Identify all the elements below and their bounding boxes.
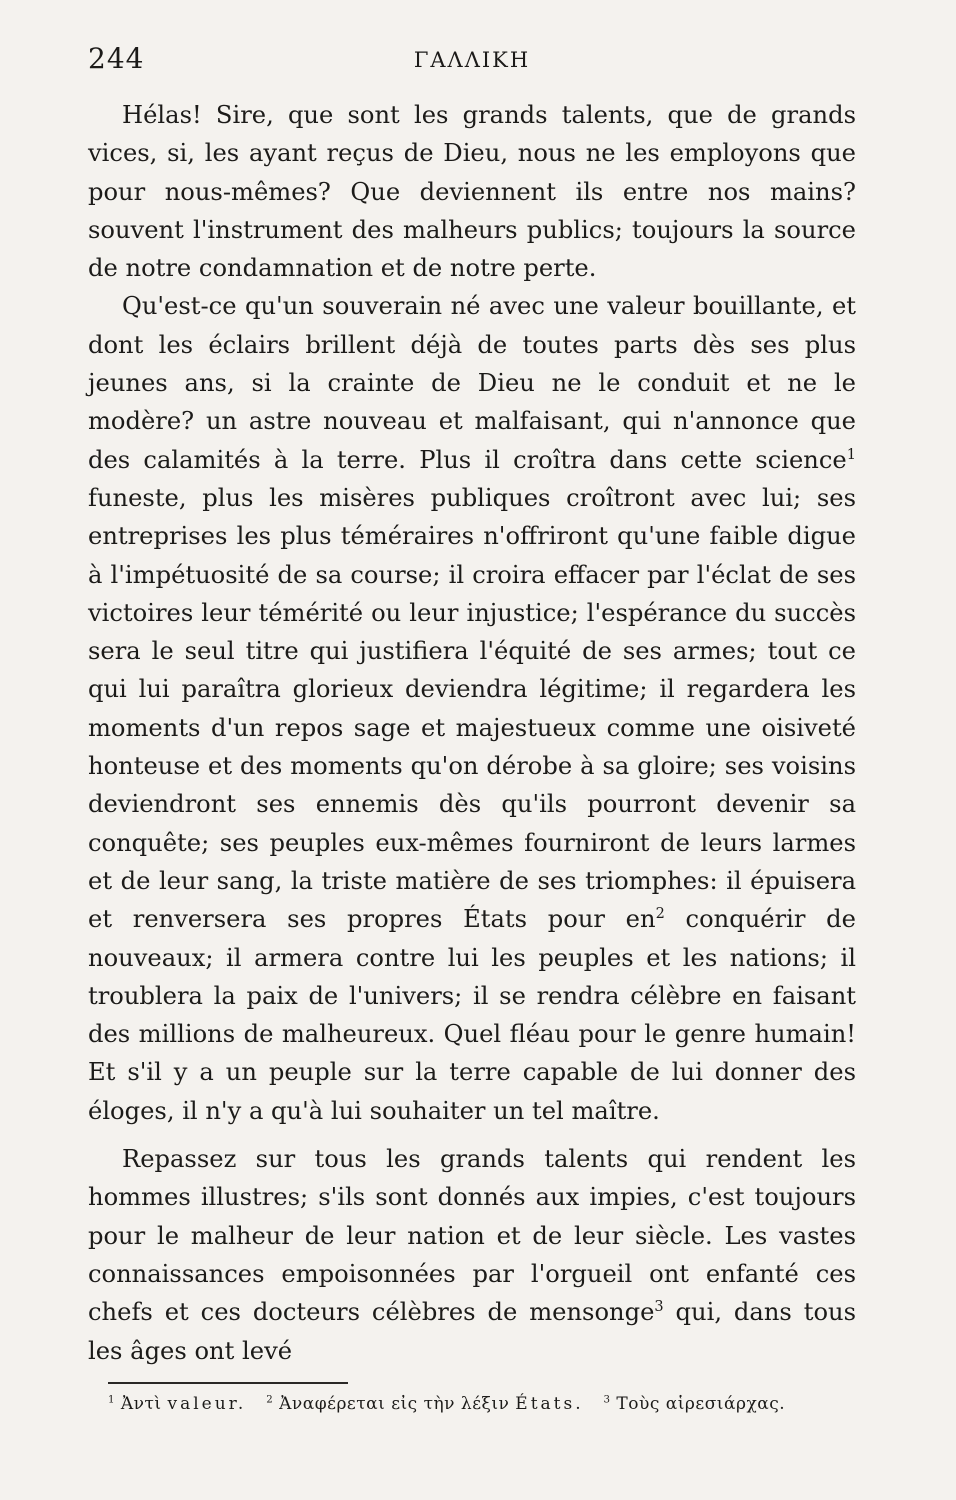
footnote-divider	[108, 1382, 348, 1384]
footnote-2-mark: 2	[266, 1394, 274, 1406]
footnote-2-word: États.	[515, 1394, 584, 1414]
footnote-1	[108, 1394, 252, 1414]
footnote-1-greek: Ἀντὶ	[120, 1394, 162, 1414]
footnote-2	[266, 1394, 589, 1414]
running-head	[88, 42, 856, 82]
body-text	[88, 96, 856, 1370]
paragraph-1: Hélas! Sire, que sont les grands talents, que de grands vices, si, les ayant reçus de Dieu, nous ne les employons que pour nous-mêmes? Que deviennent ils entre nos mains? souvent l'instrument des malheurs publics; toujours la source de notre condamnation et de notre perte.	[88, 101, 856, 283]
running-title: ΓΑΛΛΙΚΗ	[413, 48, 531, 72]
footnote-1-word: valeur.	[167, 1394, 247, 1414]
paragraph-2-part-2: funeste, plus les misères publiques croîtront avec lui; ses entreprises les plus téméraires n'offriront qu'une faible digue à l'impétuosité de sa course; il croira effacer par l'éclat de ses victoires leur témérité ou leur injustice; l'espérance du succès sera le seul titre qui justifiera l'équité de ses armes; tout ce qui lui paraîtra glorieux deviendra légitime; il regardera les moments d'un repos sage et majestueux comme une oisiveté honteuse et des moments qu'on dérobe à sa gloire; ses voisins deviendront ses ennemis dès qu'ils pourront devenir sa conquête; ses peuples eux-mêmes fourniront de leurs larmes et de leur sang, la triste matière de ses triomphes: il épuisera et renversera ses propres États pour en	[88, 483, 856, 934]
footnote-ref-1: 1	[846, 446, 856, 463]
footnote-3	[604, 1394, 786, 1414]
paragraph-2-part-3: conquérir de nouveaux; il armera contre lui les peuples et les nations; il troublera la paix de l'univers; il se rendra célèbre en faisant des millions de malheureux. Quel fléau pour le genre humain! Et s'il y a un peuple sur la terre capable de lui donner des éloges, il n'y a qu'à lui souhaiter un tel maître.	[88, 905, 856, 1125]
footnotes	[108, 1394, 868, 1414]
paragraph-2-part-1: Qu'est-ce qu'un souverain né avec une valeur bouillante, et dont les éclairs brillent déjà de toutes parts dès ses plus jeunes ans, si la crainte de Dieu ne le conduit et ne le modère? un astre nouveau et malfaisant, qui n'annonce que des calamités à la terre. Plus il croîtra dans cette science	[88, 292, 856, 474]
footnote-3-mark: 3	[603, 1394, 611, 1406]
footnote-ref-3: 3	[654, 1299, 664, 1316]
footnote-3-greek: Τοὺς αἱρεσιάρχας.	[616, 1394, 786, 1414]
paragraph-3-part-1: Repassez sur tous les grands talents qui rendent les hommes illustres; s'ils sont donnés aux impies, c'est toujours pour le malheur de leur nation et de leur siècle. Les vastes connaissances empoisonnées par l'orgueil ont enfanté ces chefs et ces docteurs célèbres de mensonge	[88, 1145, 856, 1327]
footnote-2-greek: Ἀναφέρεται εἰς τὴν λέξιν	[279, 1394, 510, 1414]
paragraph-2	[88, 287, 856, 1130]
paragraph-3	[88, 1140, 856, 1370]
paragraph-3-part-2: qui, dans tous les âges ont levé	[88, 1298, 857, 1365]
footnote-1-mark: 1	[108, 1394, 115, 1406]
page-number: 244	[88, 42, 145, 75]
footnote-ref-2: 2	[655, 906, 665, 923]
